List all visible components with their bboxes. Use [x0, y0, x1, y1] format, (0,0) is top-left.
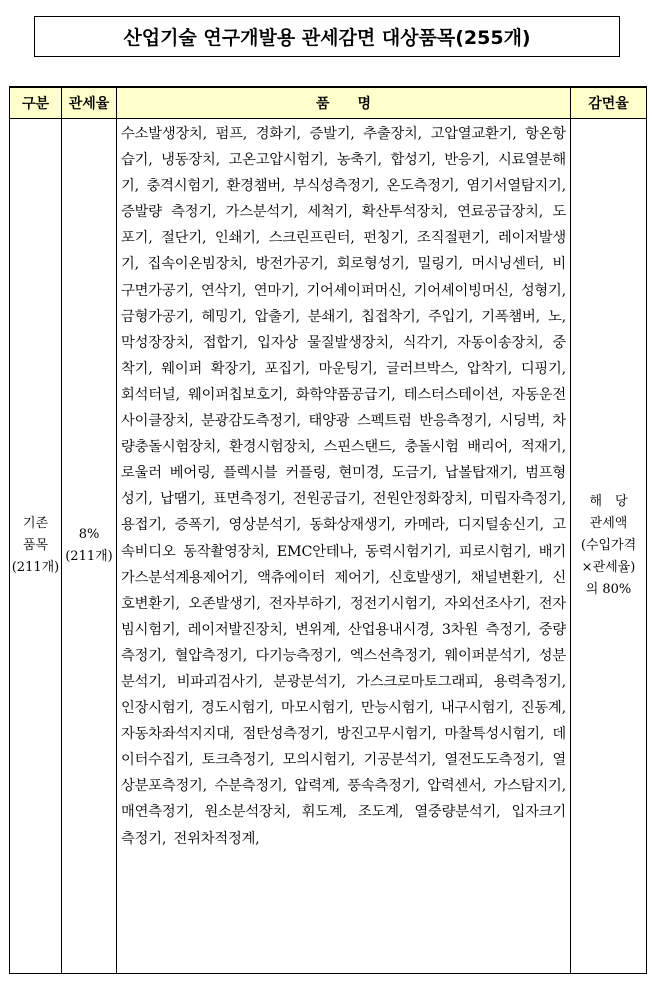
reduction-line: 의 80%: [585, 582, 632, 597]
table-row: [10, 119, 647, 974]
reduction-line: 관세액: [589, 516, 628, 531]
items-cell: [117, 119, 571, 974]
header-tariff: 관세율: [62, 87, 117, 119]
header-row: [10, 87, 647, 119]
reduction-line: ×관세율): [581, 560, 636, 575]
tariff-rate: 8%: [78, 527, 100, 542]
reduction-line: (수입가격: [580, 538, 637, 553]
reduction-line: 해 당: [589, 494, 628, 509]
tariff-count: (211개): [65, 549, 113, 564]
category-line: 품목: [22, 538, 49, 553]
category-count: (211개): [11, 560, 60, 575]
category-line: 기존: [22, 516, 49, 531]
item-table: [9, 86, 647, 974]
header-category: 구분: [10, 87, 62, 119]
reduction-cell: [571, 119, 647, 974]
tariff-cell: [62, 119, 117, 974]
page-title: 산업기술 연구개발용 관세감면 대상품목(255개): [34, 16, 620, 57]
header-reduction: 감면율: [571, 87, 647, 119]
item-list-text: 수소발생장치, 펌프, 경화기, 증발기, 추출장치, 고압열교환기, 항온항습기, 냉동장치, 고온고압시험기, 농축기, 합성기, 반응기, 시료열분해기, 충격시험기, 환경챔버, 부식성측정기, 온도측정기, 염기서열탐지기, 증발량 측정기, 가스분석기, 세척기, 확산투석장치, 연료공급장치, 도포기, 절단기, 인쇄기, 스크린프린터, 펀칭기, 조직절편기, 레이저발생기, 집속이온빔장치, 방전가공기, 회로형성기, 밀링기, 머시닝센터, 비구면가공기, 연삭기, 연마기, 기어셰이퍼머신, 기어셰이빙머신, 성형기, 금형가공기, 헤밍기, 압출기, 분쇄기, 칩접착기, 주입기, 기폭챔버, 노, 막성장장치, 접합기, 입자상 물질발생장치, 식각기, 자동이송장치, 중착기, 웨이퍼 확장기, 포집기, 마운팅기, 글러브박스, 압착기, 디핑기, 회석터널, 웨이퍼칩보호기, 화학약품공급기, 테스터스테이션, 자동운전사이클장치, 분광감도측정기, 태양광 스펙트럼 반응측정기, 시딩벅, 차량충돌시험장치, 환경시험장치, 스핀스탠드, 충돌시험 배리어, 적재기, 로울러 베어링, 플렉시블 커플링, 현미경, 도금기, 납볼탑재기, 범프형성기, 납땜기, 표면측정기, 전원공급기, 전원안정화장치, 미립자측정기, 용접기, 증폭기, 영상분석기, 동화상재생기, 카메라, 디지털송신기, 고속비디오 동작촬영장치, EMC안테나, 동력시험기기, 피로시험기, 배기가스분석계용제어기, 액츄에이터 제어기, 신호발생기, 채널변환기, 신호변환기, 오존발생기, 전자부하기, 정전기시험기, 자외선조사기, 전자빔시험기, 레이저발진장치, 변위계, 산업용내시경, 3차원 측정기, 중량측정기, 혈압측정기, 다기능측정기, 엑스선측정기, 웨이퍼분석기, 성분분석기, 비파괴검사기, 분광분석기, 가스크로마토그래피, 용력측정기, 인장시험기, 경도시험기, 마모시험기, 만능시험기, 내구시험기, 진동계, 자동차좌석지지대, 점탄성측정기, 방진고무시험기, 마찰특성시험기, 데이터수집기, 토크측정기, 모의시험기, 기공분석기, 열전도도측정기, 열상분포측정기, 수분측정기, 압력계, 풍속측정기, 압력센서, 가스탐지기, 매연측정기, 원소분석장치, 휘도계, 조도계, 열중량분석기, 입자크기 측정기, 전위차적정계,: [121, 126, 566, 847]
header-item: 품 명: [117, 87, 571, 119]
category-cell: [10, 119, 62, 974]
